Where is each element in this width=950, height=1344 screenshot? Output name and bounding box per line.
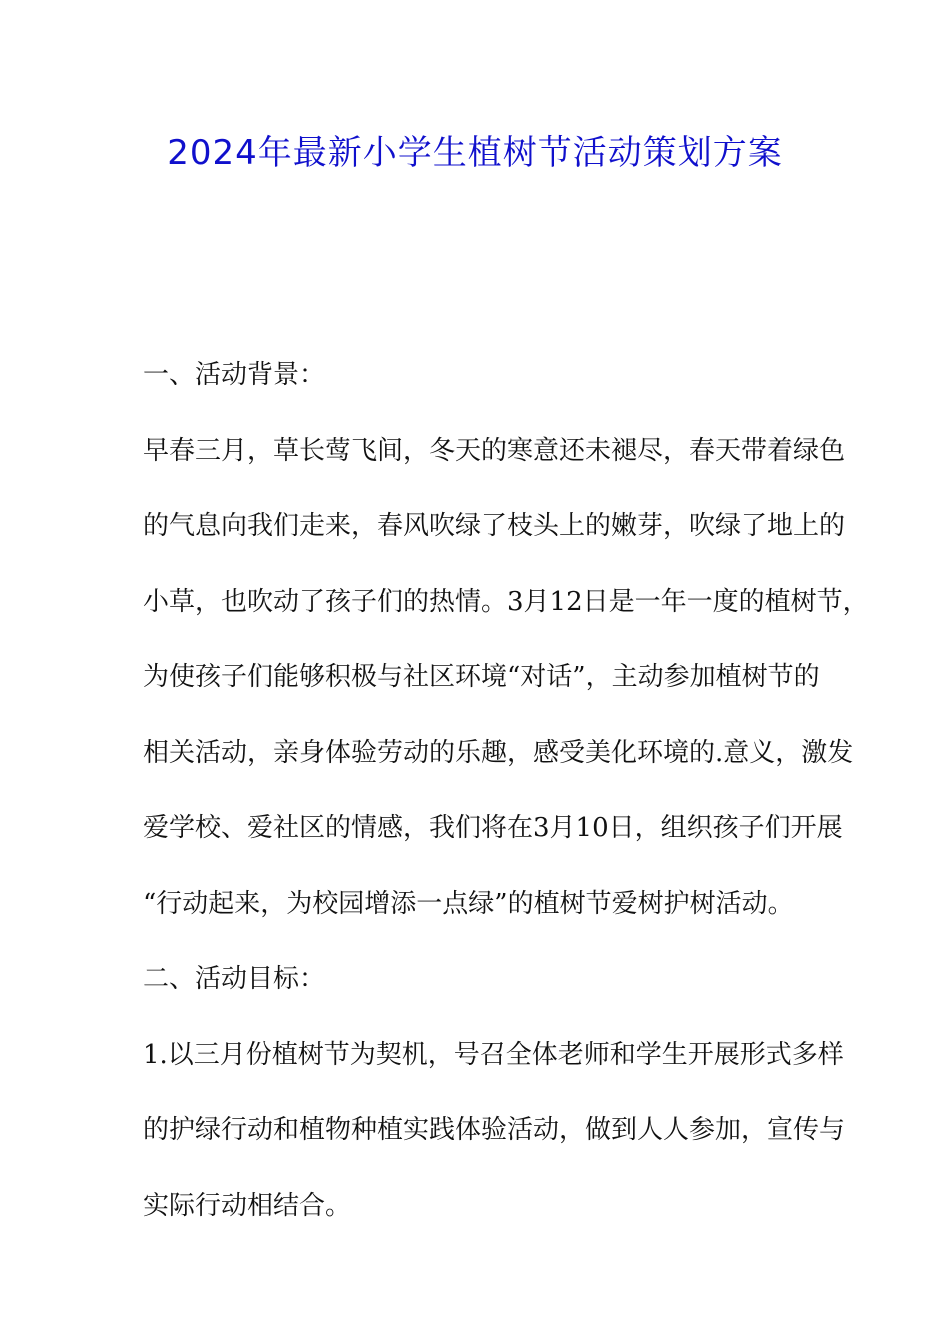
paragraph-line: “行动起来，为校园增添一点绿”的植树节爱树护树活动。 [143, 888, 794, 919]
paragraph-line: 爱学校、爱社区的情感，我们将在3月10日，组织孩子们开展 [143, 813, 843, 843]
paragraph-line: 1.以三月份植树节为契机，号召全体老师和学生开展形式多样 [143, 1039, 844, 1070]
paragraph-line: 为使孩子们能够积极与社区环境“对话”，主动参加植树节的 [143, 662, 820, 692]
section-heading-background: 一、活动背景： [143, 360, 326, 390]
document-body [143, 338, 869, 1244]
paragraph-line: 早春三月，草长莺飞间，冬天的寒意还未褪尽，春天带着绿色 [143, 435, 846, 466]
document-title: 2024年最新小学生植树节活动策划方案 [167, 133, 783, 173]
section-heading-goals: 二、活动目标： [143, 964, 326, 994]
paragraph-line: 实际行动相结合。 [143, 1190, 352, 1221]
paragraph-line: 的护绿行动和植物种植实践体验活动，做到人人参加，宣传与 [143, 1115, 846, 1145]
paragraph-line: 相关活动，亲身体验劳动的乐趣，感受美化环境的.意义，激发 [143, 737, 854, 768]
paragraph-line: 小草，也吹动了孩子们的热情。3月12日是一年一度的植树节， [143, 586, 869, 617]
paragraph-line: 的气息向我们走来，春风吹绿了枝头上的嫩芽，吹绿了地上的 [143, 511, 846, 541]
